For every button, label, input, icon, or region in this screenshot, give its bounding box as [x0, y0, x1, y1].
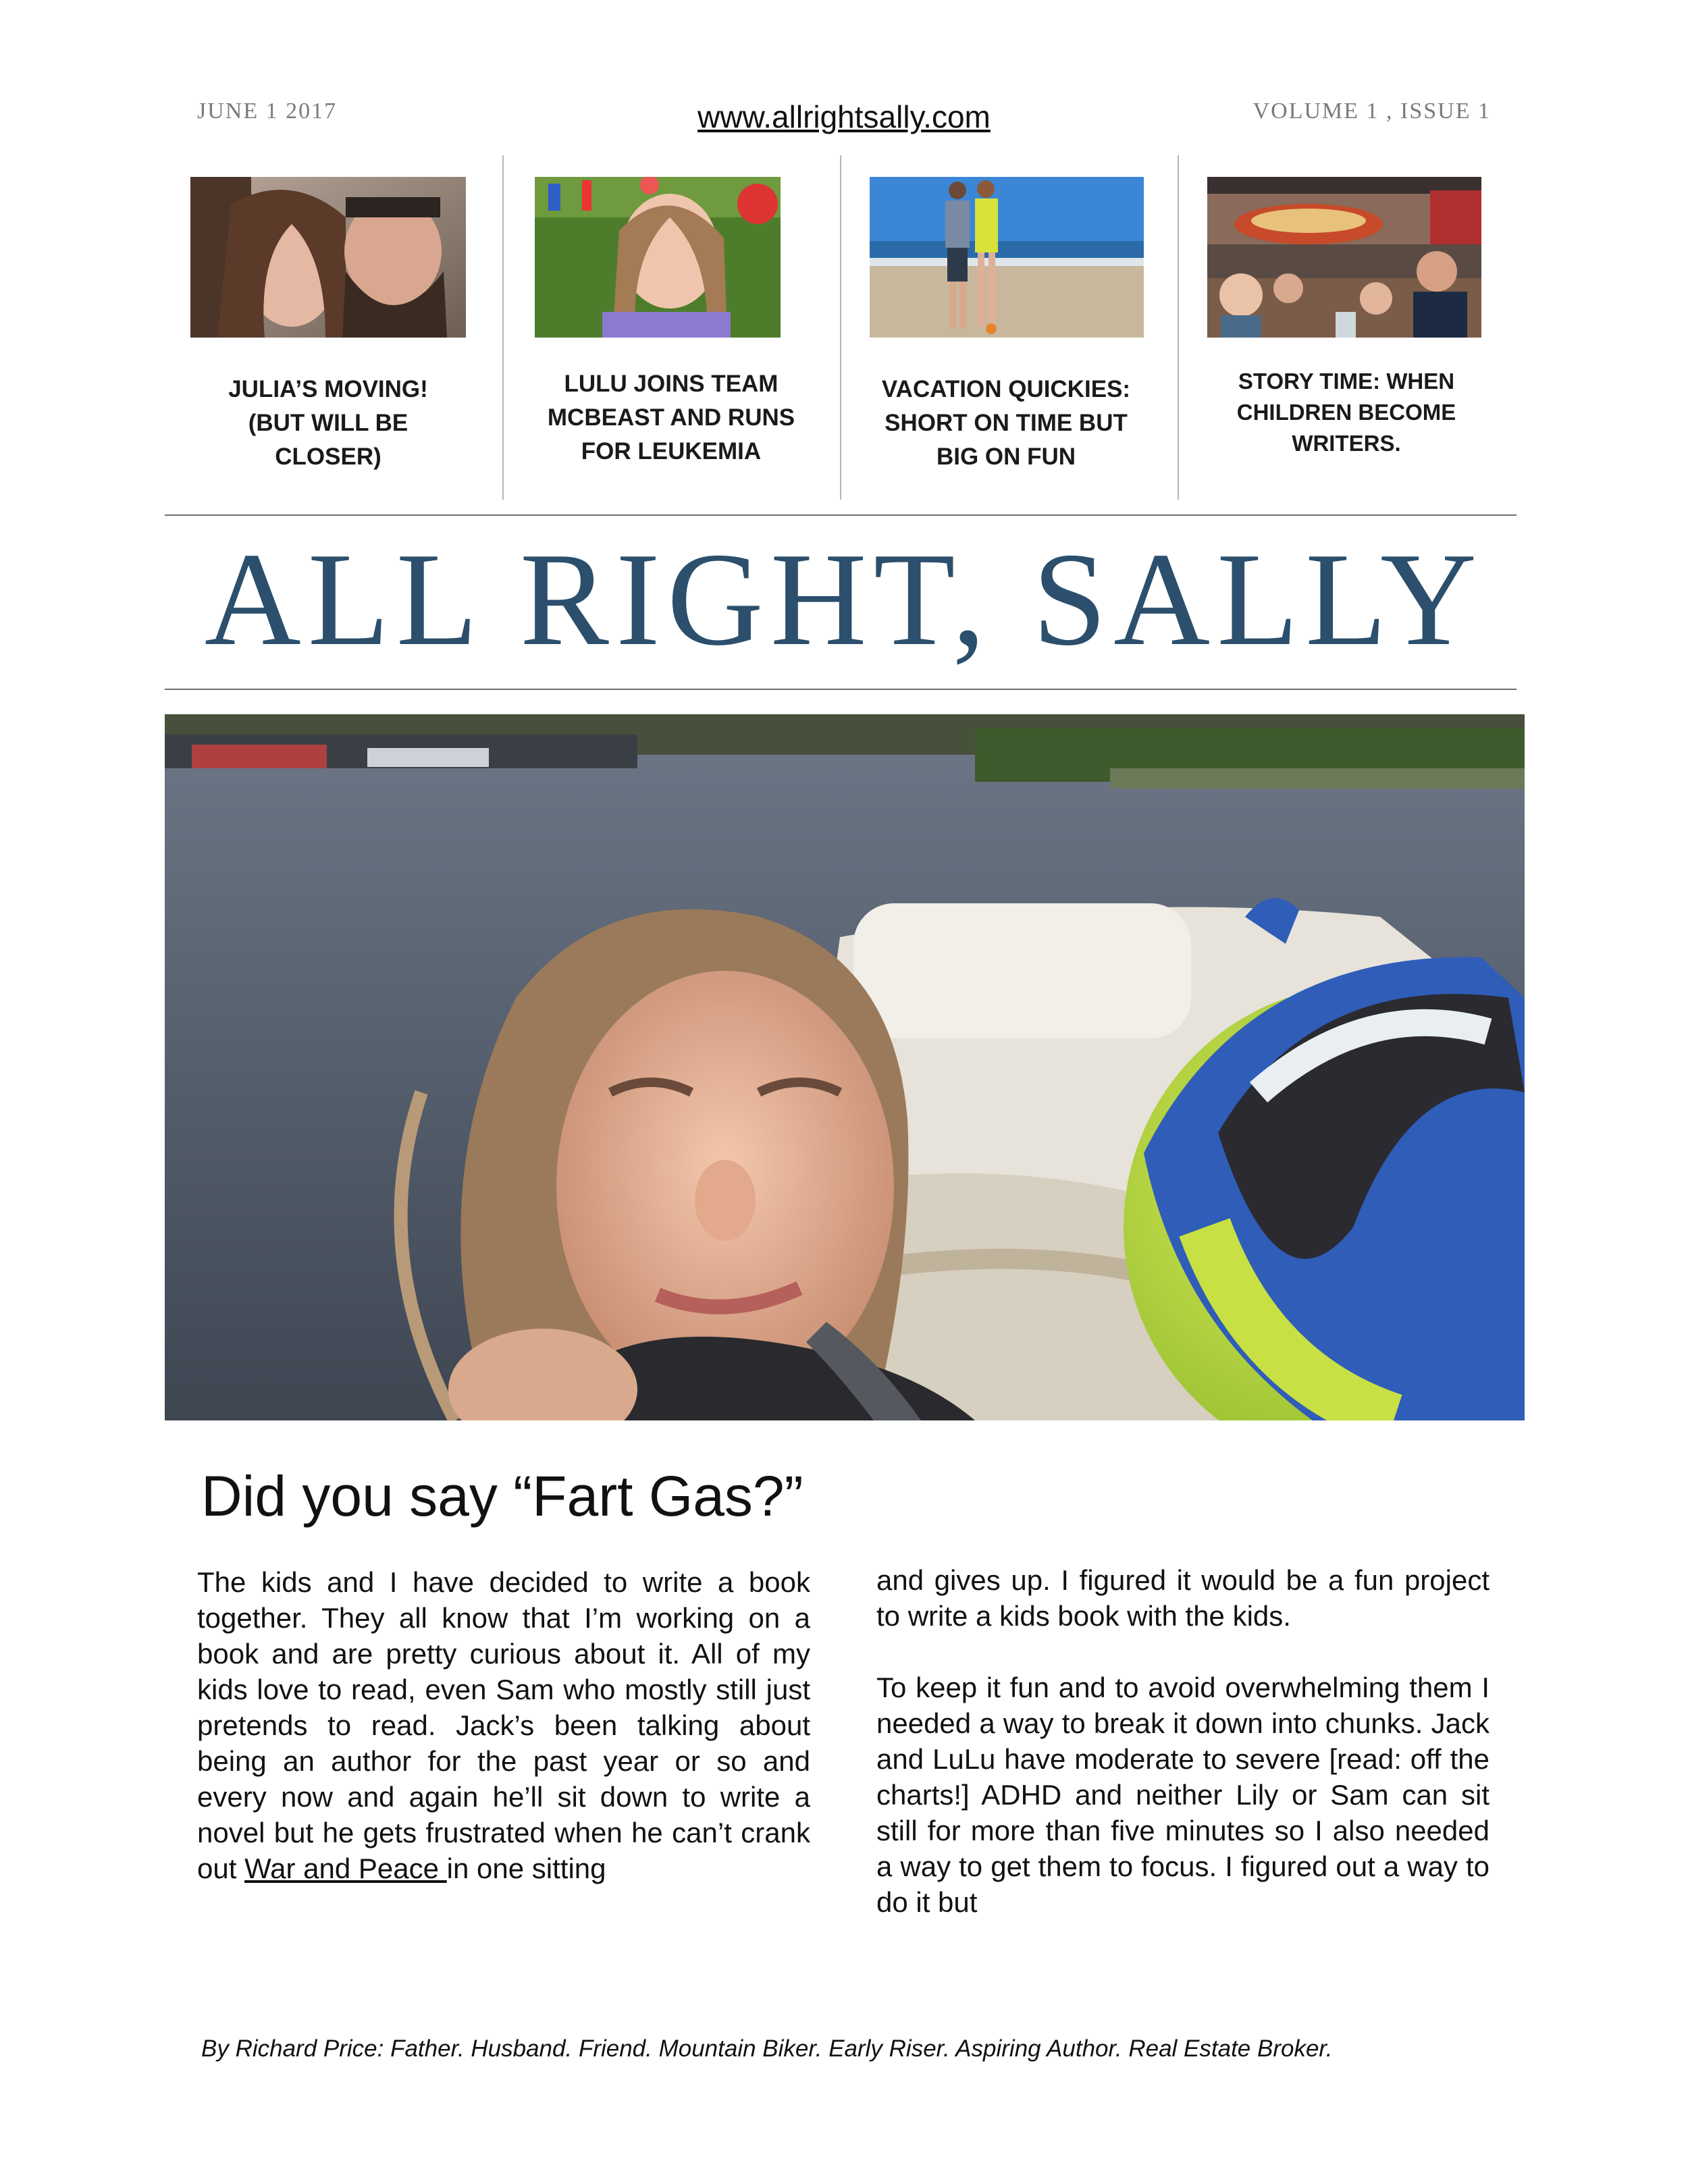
column-divider [840, 155, 841, 500]
girl-on-boat-photo [165, 714, 1525, 1420]
article-headline: Did you say “Fart Gas?” [201, 1464, 803, 1528]
author-byline: By Richard Price: Father. Husband. Friend. Mountain Biker. Early Riser. Aspiring Author. Real Estate Broker. [201, 2035, 1333, 2062]
teaser-headline-julia[interactable]: JULIA’S MOVING! (BUT WILL BE CLOSER) [228, 376, 428, 470]
article-paragraph: and gives up. I figured it would be a fun project to write a kids book with the kids. [876, 1564, 1489, 1632]
article-paragraph [197, 1564, 810, 1886]
teaser-headline-lulu[interactable]: LULU JOINS TEAM MCBEAST AND RUNS FOR LEUKEMIA [547, 371, 795, 464]
book-title-link[interactable]: War and Peace [244, 1853, 447, 1884]
girl-on-grass-photo [535, 177, 781, 338]
website-link[interactable]: www.allrightsally.com [697, 99, 991, 134]
article-paragraph: To keep it fun and to avoid overwhelming them I needed a way to break it down into chunks. Jack and LuLu have moderate to severe [read: off the charts!] ADHD and neither Lily or Sam can sit still for more than five minutes so I also needed a way to get them to focus. I figured out a way to do it but [876, 1672, 1489, 1918]
beach-couple-photo [870, 177, 1144, 338]
article-text: The kids and I have decided to write a book together. They all know that I’m working on a book and are pretty curious about it. All of my kids love to read, even Sam who mostly still just pretends to read. Jack’s been talking about being an author for the past year or so and every now and again he’ll sit down to write a novel but he gets frustrated when he can’t crank out [197, 1566, 810, 1884]
restaurant-kids-photo [1207, 177, 1481, 338]
volume-issue: VOLUME 1 , ISSUE 1 [1252, 99, 1491, 124]
column-divider [502, 155, 504, 500]
column-divider [1178, 155, 1179, 500]
masthead-title: ALL RIGHT, SALLY [204, 525, 1484, 673]
couple-selfie-photo [190, 177, 466, 338]
teaser-headline-story-time[interactable]: STORY TIME: WHEN CHILDREN BECOME WRITERS. [1236, 369, 1456, 456]
issue-date: JUNE 1 2017 [197, 99, 338, 124]
article-column-1 [197, 1564, 810, 1922]
masthead-top-rule [165, 514, 1516, 516]
article-column-2 [876, 1562, 1489, 1956]
teaser-headline-vacation[interactable]: VACATION QUICKIES: SHORT ON TIME BUT BIG ON FUN [881, 376, 1131, 470]
masthead-bottom-rule [165, 689, 1516, 690]
article-text: in one sitting [446, 1853, 606, 1884]
